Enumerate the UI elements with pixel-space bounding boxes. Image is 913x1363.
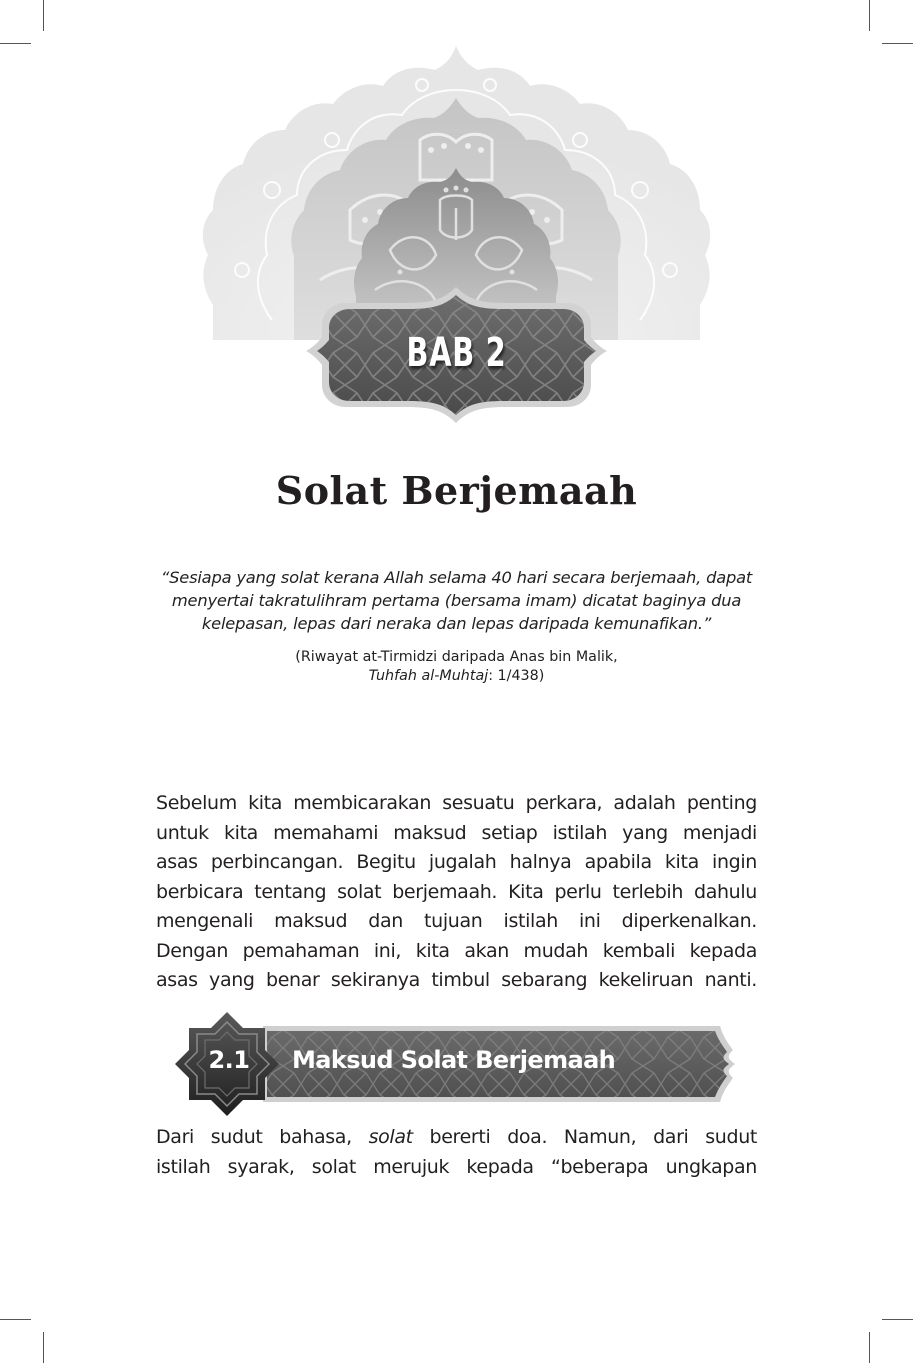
citation-ref: : 1/438) <box>488 668 545 684</box>
crop-mark-top-left-vertical <box>43 0 44 31</box>
hadith-quote <box>150 566 763 635</box>
quote-line: menyertai takratulihram pertama (bersama imam) dicatat baginya dua <box>171 591 742 610</box>
chapter-title: Solat Berjemaah <box>275 468 638 513</box>
crop-mark-bottom-left-horizontal <box>0 1319 31 1320</box>
text-run: bererti doa. Namun, dari sudut <box>412 1126 758 1148</box>
section-paragraph <box>156 1123 757 1182</box>
text-run: Dari sudut bahasa, <box>156 1126 369 1148</box>
crop-mark-bottom-right-horizontal <box>882 1319 913 1320</box>
paragraph-line: asas yang benar sekiranya timbul sebarang kekeliruan nanti. <box>156 969 757 991</box>
quote-citation <box>150 648 763 686</box>
crop-mark-top-left-horizontal <box>0 43 31 44</box>
paragraph-line: istilah syarak, solat merujuk kepada “beberapa ungkapan <box>156 1155 757 1178</box>
crop-mark-bottom-left-vertical <box>43 1332 44 1363</box>
paragraph-line: untuk kita memahami maksud setiap istilah yang menjadi <box>156 821 757 844</box>
paragraph-line <box>156 1123 757 1153</box>
paragraph-line: Sebelum kita membicarakan sesuatu perkara, adalah penting <box>156 792 757 814</box>
crop-mark-bottom-right-vertical <box>869 1332 870 1363</box>
citation-line: (Riwayat at-Tirmidzi daripada Anas bin Malik, <box>295 649 618 665</box>
chapter-label: BAB 2 <box>406 330 507 376</box>
quote-line: kelepasan, lepas dari neraka dan lepas daripada kemunafikan.” <box>201 614 712 633</box>
citation-source: Tuhfah al-Muhtaj <box>368 668 489 684</box>
paragraph-line: asas perbincangan. Begitu jugalah halnya apabila kita ingin <box>156 851 757 873</box>
citation-line <box>150 667 763 686</box>
paragraph-line: Dengan pemahaman ini, kita akan mudah kembali kepada <box>156 939 757 962</box>
paragraph-line: mengenali maksud dan tujuan istilah ini diperkenalkan. <box>156 910 757 932</box>
paragraph-line: berbicara tentang solat berjemaah. Kita perlu terlebih dahulu <box>156 880 757 903</box>
crop-mark-top-right-horizontal <box>882 43 913 44</box>
italic-term: solat <box>368 1126 413 1148</box>
section-title: Maksud Solat Berjemaah <box>292 1046 616 1074</box>
quote-line: “Sesiapa yang solat kerana Allah selama 40 hari secara berjemaah, dapat <box>160 568 753 587</box>
intro-paragraph <box>156 789 757 996</box>
section-number: 2.1 <box>208 1046 250 1074</box>
crop-mark-top-right-vertical <box>869 0 870 31</box>
